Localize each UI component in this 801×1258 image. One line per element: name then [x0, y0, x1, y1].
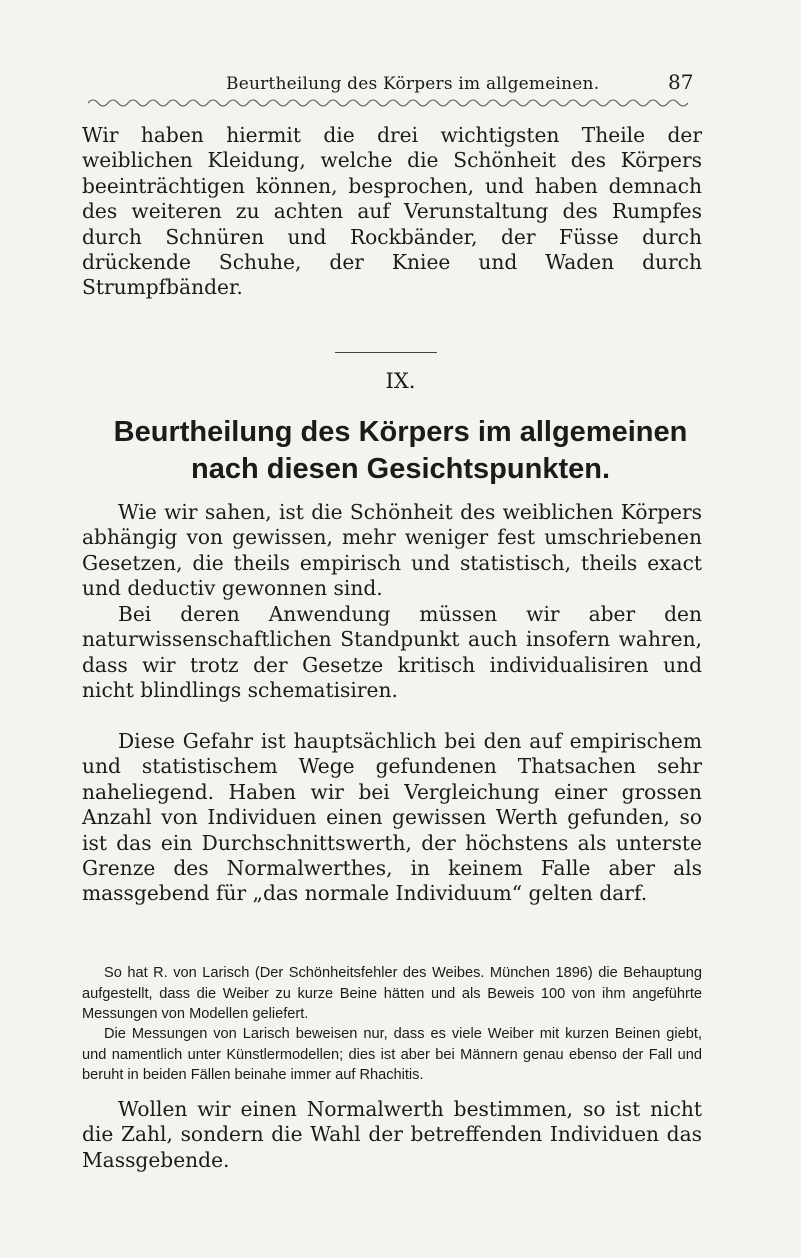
wavy-rule-ornament — [88, 96, 688, 110]
section-divider — [335, 352, 437, 353]
section-title-line-1: Beurtheilung des Körpers im allgemeinen — [113, 416, 688, 448]
note-larisch-claim: So hat R. von Larisch (Der Schönheitsfehler des Weibes. München 1896) die Behauptung aufgestellt, dass die Weiber zu kurze Beine hätten und als Beweis 100 von ihm angeführte Messungen von Modellen geliefert. — [82, 965, 702, 1022]
section-title-line-2: nach diesen Gesichtspunkten. — [191, 453, 610, 485]
paragraph-application: Bei deren Anwendung müssen wir aber den naturwissenschaftlichen Standpunkt auch insofern wahren, dass wir trotz der Gesetze kritisch individualisiren und nicht blindlings schematisiren. — [82, 602, 702, 703]
paragraph-normal-value: Wollen wir einen Normalwerth bestimmen, so ist nicht die Zahl, sondern die Wahl der betreffenden Individuen das Massgebende. — [82, 1097, 702, 1172]
paragraph-danger: Diese Gefahr ist hauptsächlich bei den auf empirischem und statistischem Wege gefundenen Thatsachen sehr naheliegend. Haben wir bei Vergleichung einer grossen Anzahl von Individuen einen gewissen Werth gefunden, so ist das ein Durchschnittswerth, der höchstens als unterste Grenze des Normalwerthes, in keinem Falle aber als massgebend für „das normale Individuum“ gelten darf. — [82, 729, 702, 906]
running-head: Beurtheilung des Körpers im allgemeinen. — [226, 74, 600, 94]
paragraph-beauty-laws: Wie wir sahen, ist die Schönheit des weiblichen Körpers abhängig von gewissen, mehr weniger fest umschriebenen Gesetzen, die theils empirisch und statistisch, theils exact und deductiv gewonnen sind. — [82, 500, 702, 601]
page-number: 87 — [668, 70, 694, 94]
paragraph-clothing-summary: Wir haben hiermit die drei wichtigsten Theile der weiblichen Kleidung, welche die Schönheit des Körpers beeinträchtigen können, besprochen, und haben demnach des weiteren zu achten auf Verunstaltung des Rumpfes durch Schnüren und Rockbänder, der Füsse durch drückende Schuhe, der Kniee und Waden durch Strumpfbänder. — [82, 123, 702, 300]
note-larisch-measurements: Die Messungen von Larisch beweisen nur, dass es viele Weiber mit kurzen Beinen giebt, und namentlich unter Künstlermodellen; dies ist aber bei Männern genau ebenso der Fall und beruht in beiden Fällen beinahe immer auf Rhachitis. — [82, 1026, 702, 1083]
section-number: IX. — [385, 369, 416, 393]
